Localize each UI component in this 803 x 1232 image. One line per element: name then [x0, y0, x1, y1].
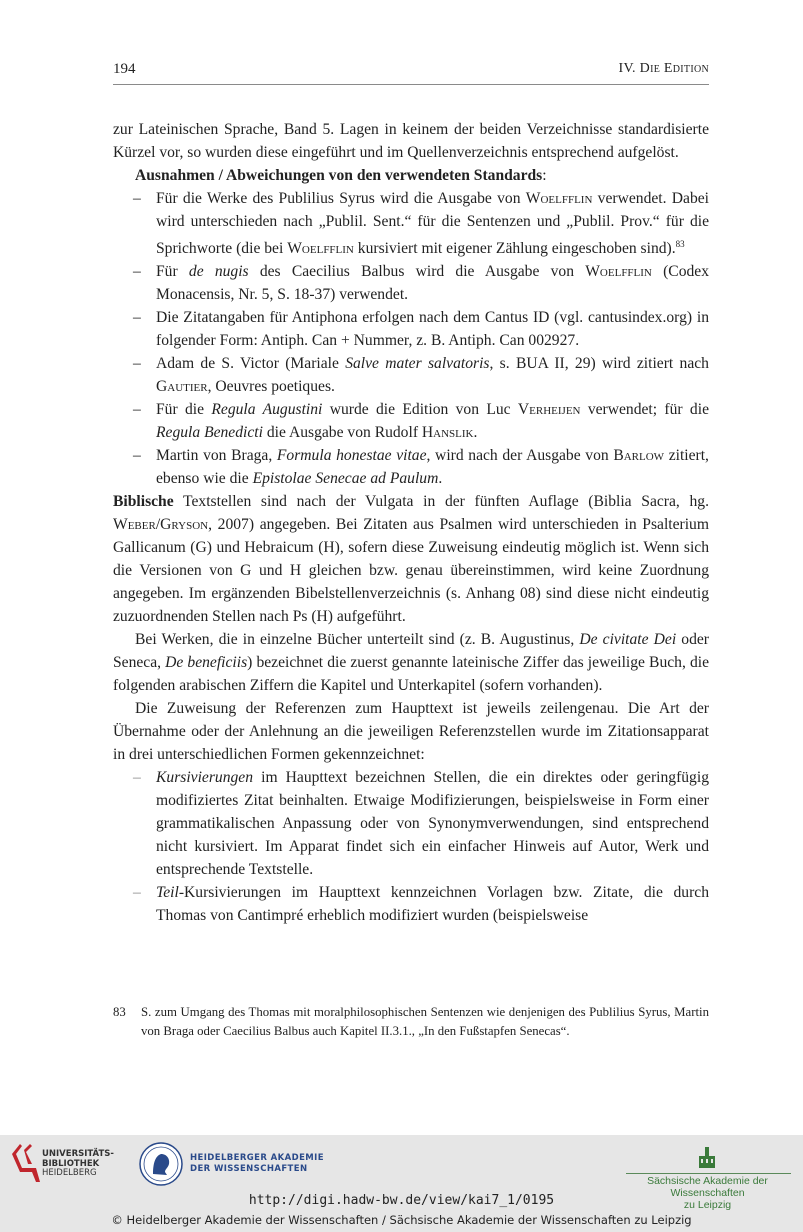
saw-leipzig-label: Sächsische Akademie der Wissenschaften zu Leipzig	[647, 1175, 768, 1211]
hadw-label: HEIDELBERGER AKADEMIE DER WISSENSCHAFTEN	[190, 1153, 324, 1174]
saw-leipzig-logo-icon	[697, 1144, 717, 1170]
footnote-83	[113, 1003, 709, 1041]
copyright-notice: © Heidelberger Akademie der Wissenschaften / Sächsische Akademie der Wissenschaften zu Leipzig	[111, 1213, 692, 1227]
citation-forms-list	[113, 766, 709, 927]
list-item-antiphona: – Die Zitatangaben für Antiphona erfolgen nach dem Cantus ID (vgl. cantusindex.org) in folgender Form: Antiph. Can + Nummer, z. B. Antiph. Can 002927.	[113, 306, 709, 352]
list-item-caecilius: – Für de nugis des Caecilius Balbus wird die Ausgabe von Woelfflin (Codex Monacensis, Nr. 5, S. 18-37) verwendet.	[113, 260, 709, 306]
source-url-link[interactable]: http://digi.hadw-bw.de/view/kai7_1/0195	[248, 1193, 555, 1208]
footnote-text: S. zum Umgang des Thomas mit moralphilosophischen Sentenzen wie denjenigen des Publilius Syrus, Martin von Braga oder Caecilius Balbus auch Kapitel II.3.1., „In den Fußstapfen Senecas“.	[141, 1005, 709, 1038]
paragraph-1: zur Lateinischen Sprache, Band 5. Lagen in keinem der beiden Verzeichnisse standardisierte Kürzel vor, so wurden diese eingeführt und im Quellenverzeichnis entsprechend aufgelöst.	[113, 121, 709, 161]
digitization-footer	[0, 1135, 803, 1232]
list-item-martin: – Martin von Braga, Formula honestae vitae, wird nach der Ausgabe von Barlow zitiert, ebenso wie die Epistolae Senecae ad Paulum.	[113, 444, 709, 490]
list-item-publilius: – Für die Werke des Publilius Syrus wird die Ausgabe von Woelfflin verwendet. Dabei wird unterschieden nach „Publil. Sent.“ für die Sentenzen und „Publil. Prov.“ für die Sprichworte (die bei Woelfflin kursiviert mit eigener Zählung eingeschoben sind).$^{83}$	[113, 187, 709, 260]
body-text	[113, 118, 709, 927]
footnote-number: 83	[113, 1005, 126, 1019]
page-header	[113, 58, 709, 85]
exceptions-heading: Ausnahmen / Abweichungen von den verwendeten Standards:	[135, 167, 547, 184]
list-item-kursivierungen: – Kursivierungen im Haupttext bezeichnen Stellen, die ein direktes oder geringfügig modifiziertes Zitat beinhalten. Etwaige Modifizierungen, beispielsweise in Form einer grammatikalischen Anpassung oder von Synonymverwendungen, sind entsprechend nicht kursiviert. Im Apparat findet sich ein einfacher Hinweis auf Autor, Werk und entsprechende Textstelle.	[113, 766, 709, 881]
paragraph-works: Bei Werken, die in einzelne Bücher unterteilt sind (z. B. Augustinus, De civitate Dei oder Seneca, De beneficiis) bezeichnet die zuerst genannte lateinische Ziffer das jeweilige Buch, die folgenden arabischen Ziffern die Kapitel und Unterkapitel (sofern vorhanden).	[113, 631, 710, 695]
footnote-ref: 83	[675, 239, 685, 249]
paragraph-biblical: Biblische Textstellen sind nach der Vulgata in der fünften Auflage (Biblia Sacra, hg. Weber/Gryson, 2007) angegeben. Bei Zitaten aus Psalmen wird unterschieden in Psalterium Gallicanum (G) und Hebraicum (H), sofern diese Zuweisung eindeutig möglich ist. Wenn sich die Versionen von G und H gleichen bzw. genau übereinstimmen, wird keine Zuordnung angegeben. Im ergänzenden Bibelstellenverzeichnis (s. Anhang 08) sind diese nicht eindeutig zuzuordnenden Stellen nach Ps (H) aufgeführt.	[113, 493, 709, 626]
list-item-adam: – Adam de S. Victor (Mariale Salve mater salvatoris, s. BUA II, 29) wird zitiert nach Gautier, Oeuvres poetiques.	[113, 352, 709, 398]
hadw-seal-icon	[139, 1142, 183, 1186]
ub-heidelberg-label: UNIVERSITÄTS- BIBLIOTHEK HEIDELBERG	[42, 1149, 114, 1178]
running-head: IV. Die Edition	[618, 61, 709, 76]
page-number: 194	[113, 61, 136, 77]
footnotes	[113, 1003, 709, 1041]
paragraph-references: Die Zuweisung der Referenzen zum Haupttext ist jeweils zeilengenau. Die Art der Übernahme oder der Anlehnung an die jeweiligen Referenzstellen wurde im Zitationsapparat in drei unterschiedlichen Formen gekennzeichnet:	[113, 700, 709, 764]
list-item-regula: – Für die Regula Augustini wurde die Edition von Luc Verheijen verwendet; für die Regula Benedicti die Ausgabe von Rudolf Hanslik.	[113, 398, 709, 444]
saw-divider	[626, 1173, 791, 1174]
list-item-teil-kursivierungen: – Teil-Kursivierungen im Haupttext kennzeichnen Vorlagen bzw. Zitate, die durch Thomas von Cantimpré erheblich modifiziert wurden (beispielsweise	[113, 881, 709, 927]
exceptions-list	[113, 187, 709, 490]
